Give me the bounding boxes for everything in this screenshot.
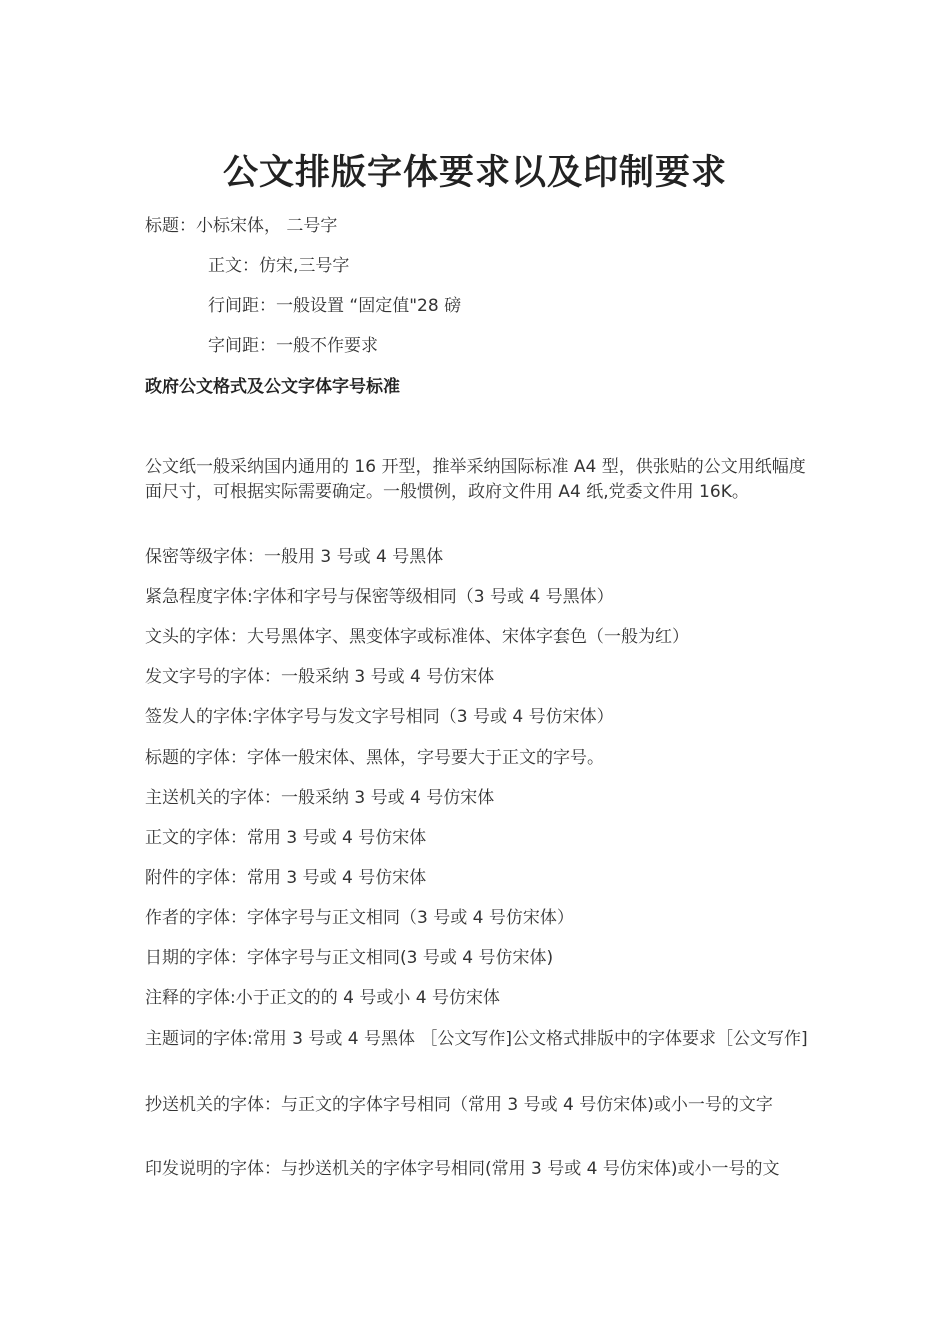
list-item: 抄送机关的字体：与正文的字体字号相同（常用 3 号或 4 号仿宋体)或小一号的文字: [145, 1095, 773, 1115]
paper-size-paragraph: 公文纸一般采纳国内通用的 16 开型，推举采纳国际标准 A4 型，供张贴的公文用纸幅度面尺寸，可根据实际需要确定。一般惯例，政府文件用 A4 纸,党委文件用 16K。: [145, 457, 806, 502]
section-heading: 政府公文格式及公文字体字号标准: [145, 377, 400, 397]
list-item: 标题的字体：字体一般宋体、黑体，字号要大于正文的字号。: [145, 748, 604, 768]
spec-char-spacing-line: 字间距：一般不作要求: [208, 336, 378, 356]
list-item: 作者的字体：字体字号与正文相同（3 号或 4 号仿宋体）: [145, 908, 574, 928]
spec-title-line: 标题：小标宋体， 二号字: [145, 216, 338, 236]
list-item: 注释的字体:小于正文的的 4 号或小 4 号仿宋体: [145, 988, 500, 1008]
list-item: 日期的字体：字体字号与正文相同(3 号或 4 号仿宋体): [145, 948, 554, 968]
spec-line-spacing-line: 行间距：一般设置 “固定值"28 磅: [208, 296, 462, 316]
list-item: 附件的字体：常用 3 号或 4 号仿宋体: [145, 868, 427, 888]
list-item: 正文的字体：常用 3 号或 4 号仿宋体: [145, 828, 427, 848]
list-item: 保密等级字体：一般用 3 号或 4 号黑体: [145, 547, 444, 567]
list-item: 签发人的字体:字体字号与发文字号相同（3 号或 4 号仿宋体）: [145, 707, 614, 727]
list-item: 文头的字体：大号黑体字、黑变体字或标准体、宋体字套色（一般为红）: [145, 627, 689, 647]
list-item: 主题词的字体:常用 3 号或 4 号黑体 ［公文写作]公文格式排版中的字体要求［公文写作]: [145, 1029, 808, 1049]
list-item: 紧急程度字体:字体和字号与保密等级相同（3 号或 4 号黑体）: [145, 587, 614, 607]
document-title: 公文排版字体要求以及印制要求: [222, 153, 727, 193]
list-item: 发文字号的字体：一般采纳 3 号或 4 号仿宋体: [145, 667, 495, 687]
list-item: 印发说明的字体：与抄送机关的字体字号相同(常用 3 号或 4 号仿宋体)或小一号的文: [145, 1159, 780, 1179]
spec-body-line: 正文：仿宋,三号字: [208, 256, 350, 276]
list-item: 主送机关的字体：一般采纳 3 号或 4 号仿宋体: [145, 788, 495, 808]
